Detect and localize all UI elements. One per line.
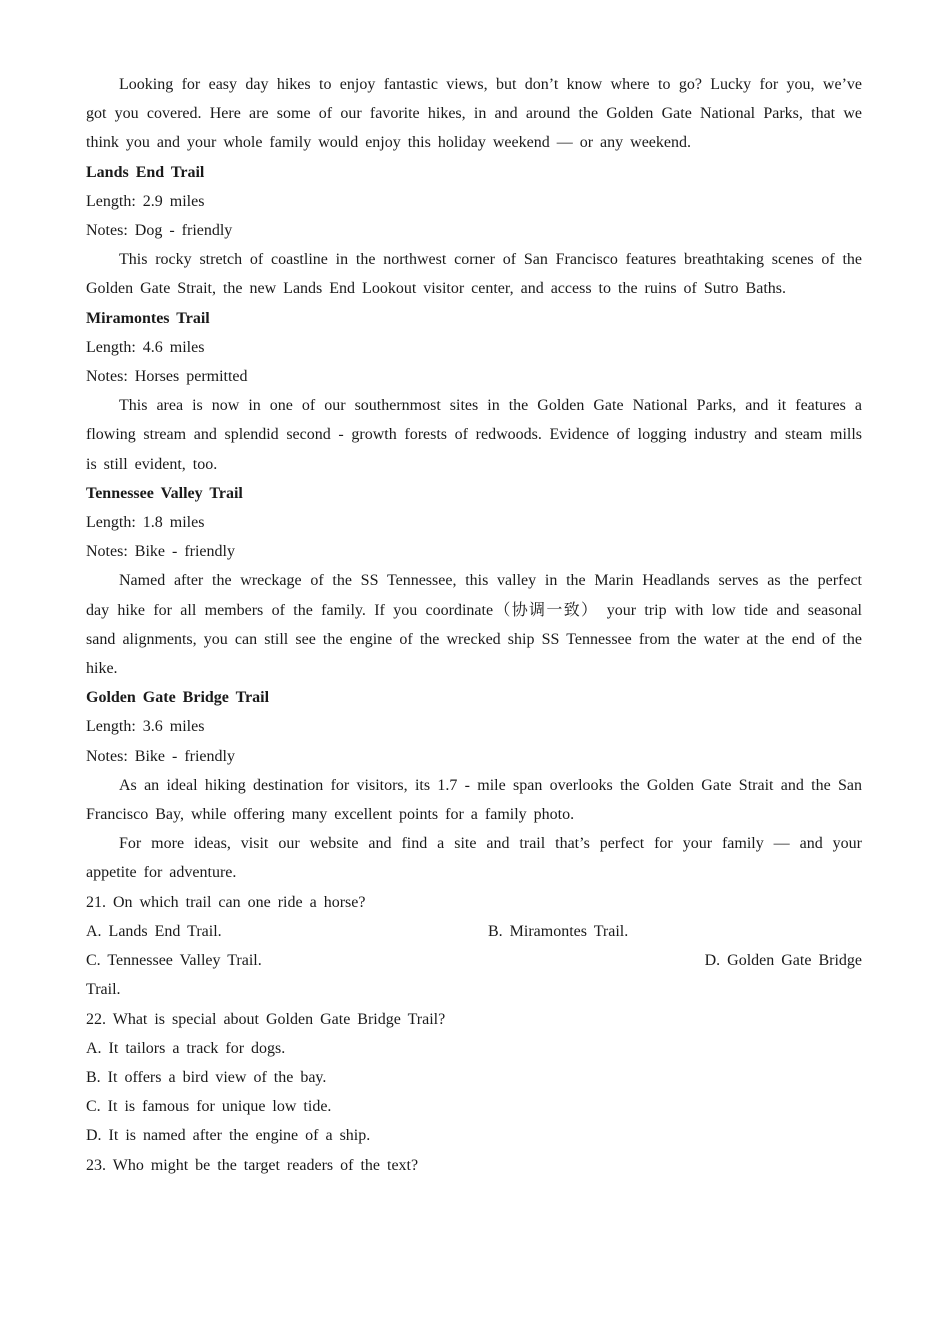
trail-4-length: Length: 3.6 miles	[86, 718, 205, 736]
trail-2-description: This area is now in one of our southernmost sites in the Golden Gate National Parks, and it features a flowing stream and splendid second - growth forests of redwoods. Evidence of logging industry and steam mills is still evident, too.	[86, 397, 862, 473]
trail-3-length: Length: 1.8 miles	[86, 514, 205, 532]
intro-paragraph: Looking for easy day hikes to enjoy fantastic views, but don’t know where to go? Lucky for you, we’ve got you covered. Here are some of our favorite hikes, in and around the Golden Gate National Parks, that we think you and your whole family would enjoy this holiday weekend — or any weekend.	[86, 76, 862, 152]
question-21-options-ab	[86, 917, 862, 946]
trail-4-description: As an ideal hiking destination for visitors, its 1.7 - mile span overlooks the Golden Gate Strait and the San Francisco Bay, while offering many excellent points for a family photo.	[86, 776, 862, 824]
question-21-option-b: B. Miramontes Trail.	[488, 922, 629, 940]
trail-2-notes: Notes: Horses permitted	[86, 368, 248, 386]
trail-4-title: Golden Gate Bridge Trail	[86, 689, 270, 707]
question-22-option-c: C. It is famous for unique low tide.	[86, 1098, 332, 1116]
document-page	[86, 70, 862, 1180]
trail-3-title: Tennessee Valley Trail	[86, 484, 243, 502]
question-23-stem: 23. Who might be the target readers of the text?	[86, 1156, 419, 1174]
question-21-options-cd	[86, 946, 862, 975]
trail-4-notes: Notes: Bike - friendly	[86, 747, 235, 765]
trail-1-notes: Notes: Dog - friendly	[86, 222, 233, 240]
trail-1-length: Length: 2.9 miles	[86, 192, 205, 210]
trail-1-description: This rocky stretch of coastline in the northwest corner of San Francisco features breathtaking scenes of the Golden Gate Strait, the new Lands End Lookout visitor center, and access to the ruins of Sutro Baths.	[86, 251, 862, 298]
question-22-option-d: D. It is named after the engine of a ship.	[86, 1127, 371, 1145]
trail-1-title: Lands End Trail	[86, 163, 205, 181]
question-22-option-a: A. It tailors a track for dogs.	[86, 1039, 286, 1057]
trail-3-notes: Notes: Bike - friendly	[86, 543, 235, 561]
trail-3-description: Named after the wreckage of the SS Tennessee, this valley in the Marin Headlands serves as the perfect day hike for all members of the family. If you coordinate（协调一致） your trip with low tide and seasonal sand alignments, you can still see the engine of the wrecked ship SS Tennessee from the water at the end of the hike.	[86, 572, 862, 678]
question-21-option-c: C. Tennessee Valley Trail.	[86, 952, 262, 970]
trail-2-length: Length: 4.6 miles	[86, 338, 205, 356]
question-21-stem: 21. On which trail can one ride a horse?	[86, 893, 366, 911]
question-21-option-d-wrap: Trail.	[86, 981, 121, 999]
question-22-option-b: B. It offers a bird view of the bay.	[86, 1068, 327, 1086]
question-22-stem: 22. What is special about Golden Gate Bridge Trail?	[86, 1010, 446, 1028]
question-21-option-a: A. Lands End Trail.	[86, 922, 222, 940]
question-21-option-d: D. Golden Gate Bridge	[704, 952, 862, 970]
outro-paragraph: For more ideas, visit our website and find a site and trail that’s perfect for your family — and your appetite for adventure.	[86, 835, 862, 882]
trail-2-title: Miramontes Trail	[86, 309, 210, 327]
